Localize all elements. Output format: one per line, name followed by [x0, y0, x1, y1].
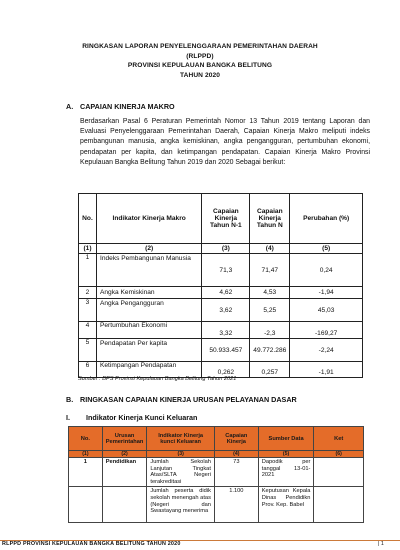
t1-header-n1: Capaian Kinerja Tahun N-1: [202, 194, 250, 244]
t1-index-row: [79, 244, 363, 254]
section-b-heading: [66, 395, 297, 404]
section-a-heading: [66, 102, 175, 111]
t2-header-sumber: Sumber Data: [258, 427, 314, 451]
t2-cell-indikator: Jumlah Sekolah Lanjutan Tingkat Atas/SLTA Negeri terakreditasi: [147, 458, 215, 487]
t2-cell-capaian: 73: [214, 458, 258, 487]
t2-header-urusan: Urusan Pemerintahan: [102, 427, 147, 451]
t2-header-ket: Ket: [314, 427, 364, 451]
footer-page-number: | 1: [378, 541, 384, 547]
title-line-3: PROVINSI KEPULAUAN BANGKA BELITUNG: [127, 62, 273, 70]
table-row: [79, 339, 363, 362]
t1-cell-perubahan: 0,24: [290, 254, 363, 287]
t1-cell-no: 5: [79, 339, 97, 362]
t1-cell-perubahan: -1,94: [290, 287, 363, 299]
t1-cell-indikator: Indeks Pembangunan Manusia: [96, 254, 201, 287]
title-line-4: TAHUN 2020: [179, 71, 221, 79]
t1-cell-perubahan: 45,03: [290, 299, 363, 322]
t1-cell-indikator: Pertumbuhan Ekonomi: [96, 322, 201, 339]
table-row: [69, 487, 364, 523]
document-title: [0, 42, 400, 80]
t1-cell-n: 0,257: [250, 362, 290, 378]
t2-index-cell: (2): [102, 451, 147, 458]
footer-document-name: RLPPD PROVINSI KEPULAUAN BANGKA BELITUNG TAHUN 2020: [2, 541, 181, 547]
t1-cell-n: 71,47: [250, 254, 290, 287]
t1-cell-n1: 0,262: [202, 362, 250, 378]
t1-cell-n1: 50.933.457: [202, 339, 250, 362]
t1-cell-n1: 3,62: [202, 299, 250, 322]
t1-cell-n: 4,53: [250, 287, 290, 299]
t2-index-cell: (6): [314, 451, 364, 458]
t2-cell-ket: [314, 487, 364, 523]
t1-cell-n1: 3,32: [202, 322, 250, 339]
t2-index-cell: (1): [69, 451, 103, 458]
subsection-i-title: Indikator Kinerja Kunci Keluaran: [86, 413, 198, 422]
t2-cell-indikator: Jumlah peserta didik sekolah menengah atas (Negeri dan Swastayang menerima: [147, 487, 215, 523]
t2-header-row: [69, 427, 364, 451]
t2-cell-ket: [314, 458, 364, 487]
t1-cell-no: 6: [79, 362, 97, 378]
section-b-title: RINGKASAN CAPAIAN KINERJA URUSAN PELAYANAN DASAR: [80, 395, 297, 404]
t1-header-indikator: Indikator Kinerja Makro: [96, 194, 201, 244]
t2-index-cell: (4): [214, 451, 258, 458]
t2-cell-urusan: [102, 487, 147, 523]
subsection-i-heading: [66, 413, 197, 422]
t1-cell-perubahan: -1,91: [290, 362, 363, 378]
section-a-number: A.: [66, 102, 74, 111]
t2-index-cell: (5): [258, 451, 314, 458]
table1-source-note: Sumber : BPS Provinsi Kepulauan Bangka Belitung Tahun 2021: [78, 376, 237, 382]
table-row: [69, 458, 364, 487]
t2-index-row: [69, 451, 364, 458]
t1-index-cell: (5): [290, 244, 363, 254]
table-row: [79, 322, 363, 339]
section-b-number: B.: [66, 395, 74, 404]
t1-cell-n1: 4,62: [202, 287, 250, 299]
t1-cell-no: 4: [79, 322, 97, 339]
macro-performance-table: [78, 193, 363, 378]
t1-cell-perubahan: -2,24: [290, 339, 363, 362]
table-row: [79, 287, 363, 299]
section-a-title: CAPAIAN KINERJA MAKRO: [80, 102, 175, 111]
t1-index-cell: (3): [202, 244, 250, 254]
section-a-paragraph: Berdasarkan Pasal 6 Peraturan Pemerintah Nomor 13 Tahun 2019 tentang Laporan dan Evaluasi Penyelenggaraan Pemerintahan Daerah, Capaian Kinerja Makro meliputi indeks pembangunan manusia, angka kemiskinan, angka pengangguran, pertumbuhan ekonomi, pendapatan per kapita, dan ketimpangan pendapatan. Capaian Kinerja Makro Provinsi Kepulauan Bangka Belitung Tahun 2019 dan 2020 Sebagai berikut:: [80, 118, 370, 166]
table-row: [79, 299, 363, 322]
t1-cell-n: 5,25: [250, 299, 290, 322]
t1-header-n: Capaian Kinerja Tahun N: [250, 194, 290, 244]
t2-index-cell: (3): [147, 451, 215, 458]
t2-cell-urusan: Pendidikan: [102, 458, 147, 487]
t1-cell-indikator: Angka Pengangguran: [96, 299, 201, 322]
t2-header-no: No.: [69, 427, 103, 451]
subsection-i-number: I.: [66, 413, 70, 422]
t1-index-cell: (4): [250, 244, 290, 254]
t1-cell-indikator: Pendapatan Per kapita: [96, 339, 201, 362]
t2-cell-sumber: Keputusan Kepala Dinas Pendidikn Prov. Kep. Babel: [258, 487, 314, 523]
t1-index-cell: (2): [96, 244, 201, 254]
t1-index-cell: (1): [79, 244, 97, 254]
t1-cell-indikator: Ketimpangan Pendapatan: [96, 362, 201, 378]
t1-cell-perubahan: -169,27: [290, 322, 363, 339]
t2-cell-no: 1: [69, 458, 103, 487]
title-line-2: (RLPPD): [186, 52, 214, 60]
t2-cell-no: [69, 487, 103, 523]
t1-cell-no: 3: [79, 299, 97, 322]
t1-cell-n: -2,3: [250, 322, 290, 339]
t1-cell-n: 49.772.286: [250, 339, 290, 362]
t1-cell-no: 1: [79, 254, 97, 287]
t2-cell-sumber: Dapodik per tanggal 13-01-2021: [258, 458, 314, 487]
t1-header-no: No.: [79, 194, 97, 244]
key-output-indicator-table: [68, 426, 364, 523]
t1-header-perubahan: Perubahan (%): [290, 194, 363, 244]
t1-cell-n1: 71,3: [202, 254, 250, 287]
title-line-1: RINGKASAN LAPORAN PENYELENGGARAAN PEMERINTAHAN DAERAH: [82, 43, 318, 50]
t2-header-capaian: Capaian Kinerja: [214, 427, 258, 451]
t2-cell-capaian: 1.100: [214, 487, 258, 523]
t1-cell-indikator: Angka Kemiskinan: [96, 287, 201, 299]
t2-header-indikator: Indikator Kinerja kunci Keluaran: [147, 427, 215, 451]
table-row: [79, 254, 363, 287]
t1-cell-no: 2: [79, 287, 97, 299]
